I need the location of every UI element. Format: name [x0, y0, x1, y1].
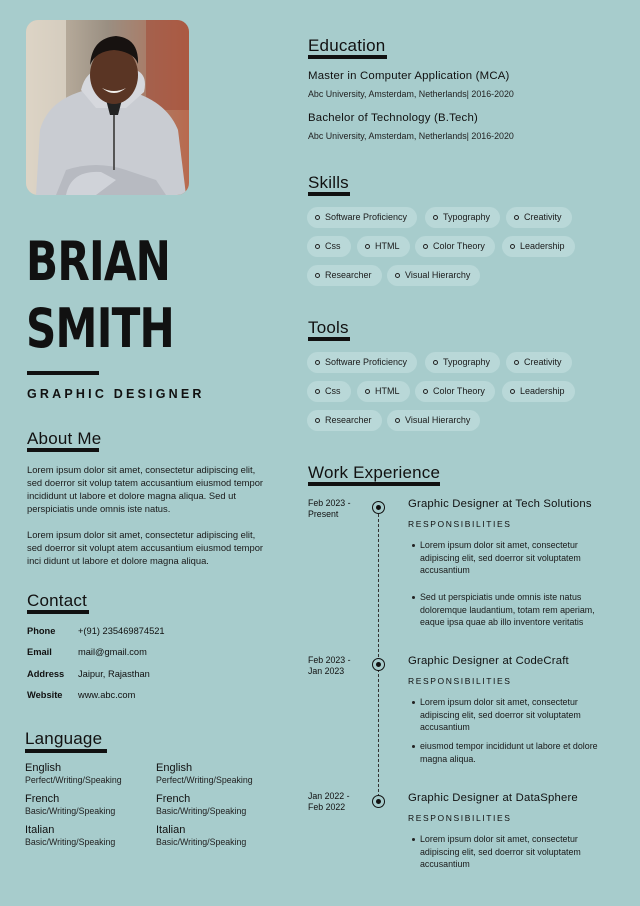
bullet-icon [315, 215, 320, 220]
person-photo-image [26, 20, 189, 195]
timeline-dot-icon [372, 501, 385, 514]
job-bullet: Lorem ipsum dolor sit amet, consectetur adipiscing elit, sed doerror sit voluptatem accusantium [420, 539, 605, 577]
bullet-icon [365, 244, 370, 249]
language-title: Language [25, 729, 103, 748]
job-date [308, 498, 351, 520]
language-level: Basic/Writing/Speaking [156, 837, 247, 847]
language-name: Italian [156, 824, 186, 836]
skill-label: Researcher [325, 270, 372, 280]
education-school: Abc University, Amsterdam, Netherlands| 2016-2020 [308, 131, 514, 141]
skill-label: Color Theory [433, 241, 485, 251]
timeline-dot-icon [372, 795, 385, 808]
contact-address-row [27, 669, 150, 679]
tools-underline [308, 337, 350, 341]
contact-value: www.abc.com [78, 690, 136, 700]
skill-chip [307, 207, 417, 228]
skill-chip [307, 265, 382, 286]
skill-chip [415, 236, 495, 257]
bullet-icon [423, 244, 428, 249]
tool-label: HTML [375, 386, 400, 396]
job-date [308, 655, 351, 677]
contact-underline [27, 610, 89, 614]
bullet-icon [510, 244, 515, 249]
skill-label: Css [325, 241, 341, 251]
job-date-start: Feb 2023 - [308, 498, 351, 508]
language-name: Italian [25, 824, 55, 836]
education-school: Abc University, Amsterdam, Netherlands| 2016-2020 [308, 89, 514, 99]
about-underline [27, 448, 99, 452]
education-underline [308, 55, 387, 59]
bullet-icon [315, 273, 320, 278]
about-title: About Me [27, 429, 102, 448]
job-title: Graphic Designer at CodeCraft [408, 655, 569, 667]
skill-chip [425, 207, 500, 228]
contact-value: +(91) 235469874521 [78, 626, 165, 636]
bullet-icon [423, 389, 428, 394]
job-bullet: Lorem ipsum dolor sit amet, consectetur adipiscing elit, sed doerror sit voluptatem accusantium [420, 833, 605, 871]
bullet-icon [315, 389, 320, 394]
profile-photo [26, 20, 189, 195]
about-paragraph-2: Lorem ipsum dolor sit amet, consectetur adipiscing elit, sed doerror sit volupt atem accusantium eiusmod tempor inci didunt ut labore et dolore magna aliqua. [27, 529, 264, 566]
last-name: SMITH [26, 297, 175, 360]
work-underline [308, 482, 440, 486]
tool-label: Css [325, 386, 341, 396]
skill-chip [307, 236, 351, 257]
contact-key: Phone [27, 626, 56, 636]
about-paragraph-1: Lorem ipsum dolor sit amet, consectetur adipiscing elit, sed doerror sit volup tatem accusantium eiusmod tempor incididunt ut labore et dolore magna aliqua. Sed ut perspiciatis unde omnis iste natus. [27, 464, 264, 514]
bullet-icon [433, 360, 438, 365]
skill-label: Software Proficiency [325, 212, 408, 222]
contact-key: Website [27, 690, 63, 700]
tool-label: Leadership [520, 386, 565, 396]
language-level: Basic/Writing/Speaking [25, 837, 116, 847]
language-name: French [25, 793, 60, 805]
language-item [25, 762, 122, 786]
contact-value: Jaipur, Rajasthan [78, 669, 150, 679]
job-date-start: Feb 2023 - [308, 655, 351, 665]
job-date-end: Feb 2022 [308, 802, 346, 812]
skills-title: Skills [308, 173, 349, 192]
bullet-icon [395, 418, 400, 423]
language-item [156, 793, 246, 817]
contact-title: Contact [27, 591, 87, 610]
skills-underline [308, 192, 350, 196]
language-underline [25, 749, 107, 753]
skill-label: HTML [375, 241, 400, 251]
language-item [25, 793, 115, 817]
job-bullet: Lorem ipsum dolor sit amet, consectetur adipiscing elit, sed doerror sit voluptatem accusantium [420, 696, 605, 734]
contact-email-row [27, 647, 147, 657]
tool-chip [307, 352, 417, 373]
bullet-icon [315, 360, 320, 365]
tool-label: Software Proficiency [325, 357, 408, 367]
education-title: Education [308, 36, 386, 55]
language-level: Basic/Writing/Speaking [25, 806, 116, 816]
language-name: French [156, 793, 191, 805]
skill-chip [506, 207, 572, 228]
bullet-icon [395, 273, 400, 278]
job-date-end: Jan 2023 [308, 666, 345, 676]
first-name: BRIAN [26, 230, 171, 293]
name-underline [27, 371, 99, 375]
tool-chip [307, 410, 382, 431]
tool-chip [357, 381, 410, 402]
responsibilities-label: RESPONSIBILITIES [408, 676, 512, 686]
job-date-end: Present [308, 509, 339, 519]
tool-label: Color Theory [433, 386, 485, 396]
skill-label: Typography [443, 212, 491, 222]
language-item [156, 824, 246, 848]
skill-chip [387, 265, 480, 286]
contact-website-row [27, 690, 135, 700]
language-item [156, 762, 253, 786]
bullet-icon [315, 244, 320, 249]
bullet-icon [514, 360, 519, 365]
contact-key: Address [27, 669, 65, 679]
job-title: Graphic Designer at DataSphere [408, 792, 578, 804]
language-item [25, 824, 115, 848]
contact-key: Email [27, 647, 52, 657]
bullet-icon [365, 389, 370, 394]
bullet-icon [514, 215, 519, 220]
timeline-dot-icon [372, 658, 385, 671]
responsibilities-label: RESPONSIBILITIES [408, 519, 512, 529]
skill-chip [357, 236, 410, 257]
education-degree: Bachelor of Technology (B.Tech) [308, 112, 478, 124]
bullet-icon [315, 418, 320, 423]
language-level: Basic/Writing/Speaking [156, 806, 247, 816]
language-name: English [25, 762, 62, 774]
skill-label: Leadership [520, 241, 565, 251]
job-role: GRAPHIC DESIGNER [27, 387, 205, 401]
tool-chip [387, 410, 480, 431]
work-title: Work Experience [308, 463, 441, 482]
timeline-line [378, 509, 379, 802]
tool-label: Researcher [325, 415, 372, 425]
education-degree: Master in Computer Application (MCA) [308, 70, 510, 82]
skill-label: Creativity [524, 212, 562, 222]
bullet-icon [433, 215, 438, 220]
bullet-icon [510, 389, 515, 394]
skill-chip [502, 236, 575, 257]
language-level: Perfect/Writing/Speaking [25, 775, 122, 785]
tools-title: Tools [308, 318, 349, 337]
job-title: Graphic Designer at Tech Solutions [408, 498, 592, 510]
tool-chip [307, 381, 351, 402]
contact-phone-row [27, 626, 165, 636]
tool-label: Typography [443, 357, 491, 367]
tool-chip [415, 381, 495, 402]
tool-chip [506, 352, 572, 373]
tool-chip [425, 352, 500, 373]
tool-label: Creativity [524, 357, 562, 367]
job-date-start: Jan 2022 - [308, 791, 350, 801]
tool-label: Visual Hierarchy [405, 415, 471, 425]
responsibilities-label: RESPONSIBILITIES [408, 813, 512, 823]
job-bullet: eiusmod tempor incididunt ut labore et dolore magna aliqua. [420, 740, 605, 765]
language-level: Perfect/Writing/Speaking [156, 775, 253, 785]
contact-value: mail@gmail.com [78, 647, 147, 657]
language-name: English [156, 762, 193, 774]
job-bullet: Sed ut perspiciatis unde omnis iste natus doloremque laudantium, totam rem aperiam, eaque ipsa quae ab illo inventore veritatis [420, 591, 605, 629]
skill-label: Visual Hierarchy [405, 270, 471, 280]
tool-chip [502, 381, 575, 402]
job-date [308, 791, 350, 813]
